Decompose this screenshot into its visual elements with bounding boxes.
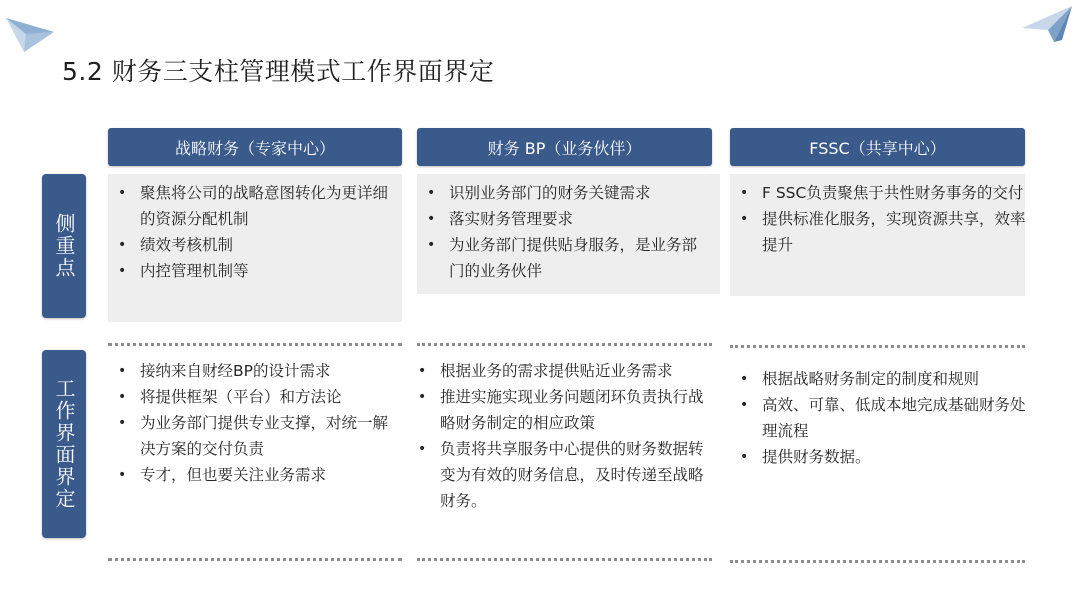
row-label-work-interface-text: 工作界面界定 bbox=[52, 378, 76, 510]
dotted-divider bbox=[730, 560, 1025, 563]
list-item: • 专才，但也要关注业务需求 bbox=[114, 462, 398, 488]
row-label-focus-text: 侧重点 bbox=[52, 213, 76, 279]
list-item: • 根据战略财务制定的制度和规则 bbox=[736, 366, 1026, 392]
list-item: • 提供财务数据。 bbox=[736, 444, 1026, 470]
dotted-divider bbox=[108, 343, 402, 346]
row-label-focus bbox=[42, 174, 86, 318]
focus-list-strategic bbox=[114, 180, 398, 284]
list-item: • 为业务部门提供专业支撑，对统一解决方案的交付负责 bbox=[114, 410, 398, 462]
list-item: • 落实财务管理要求 bbox=[423, 206, 709, 232]
column-header-finance-bp: 财务 BP（业务伙伴） bbox=[417, 128, 712, 166]
work-list-bp bbox=[414, 358, 712, 514]
paper-plane-icon bbox=[1018, 4, 1074, 44]
list-item: • 识别业务部门的财务关键需求 bbox=[423, 180, 709, 206]
list-item: • 为业务部门提供贴身服务，是业务部门的业务伙伴 bbox=[423, 232, 709, 284]
list-item: • 提供标准化服务，实现资源共享，效率提升 bbox=[736, 206, 1026, 258]
paper-plane-icon bbox=[4, 14, 56, 54]
list-item: • 高效、可靠、低成本地完成基础财务处理流程 bbox=[736, 392, 1026, 444]
list-item: • 聚焦将公司的战略意图转化为更详细的资源分配机制 bbox=[114, 180, 398, 232]
list-item: • 接纳来自财经BP的设计需求 bbox=[114, 358, 398, 384]
page-title: 5.2 财务三支柱管理模式工作界面界定 bbox=[62, 57, 495, 86]
list-item: • 绩效考核机制 bbox=[114, 232, 398, 258]
list-item: • 将提供框架（平台）和方法论 bbox=[114, 384, 398, 410]
focus-list-bp bbox=[423, 180, 709, 284]
column-header-fssc: FSSC（共享中心） bbox=[730, 128, 1025, 166]
list-item: • 推进实施实现业务问题闭环负责执行战略财务制定的相应政策 bbox=[414, 384, 712, 436]
list-item: • F SSC负责聚焦于共性财务事务的交付 bbox=[736, 180, 1026, 206]
column-header-strategic-finance: 战略财务（专家中心） bbox=[108, 128, 402, 166]
focus-list-fssc bbox=[736, 180, 1026, 258]
dotted-divider bbox=[730, 345, 1025, 348]
list-item: • 内控管理机制等 bbox=[114, 258, 398, 284]
work-list-strategic bbox=[114, 358, 398, 488]
list-item: • 负责将共享服务中心提供的财务数据转变为有效的财务信息，及时传递至战略财务。 bbox=[414, 436, 712, 514]
dotted-divider bbox=[417, 343, 712, 346]
work-list-fssc bbox=[736, 366, 1026, 470]
list-item: • 根据业务的需求提供贴近业务需求 bbox=[414, 358, 712, 384]
dotted-divider bbox=[417, 558, 712, 561]
dotted-divider bbox=[108, 558, 402, 561]
row-label-work-interface bbox=[42, 350, 86, 538]
